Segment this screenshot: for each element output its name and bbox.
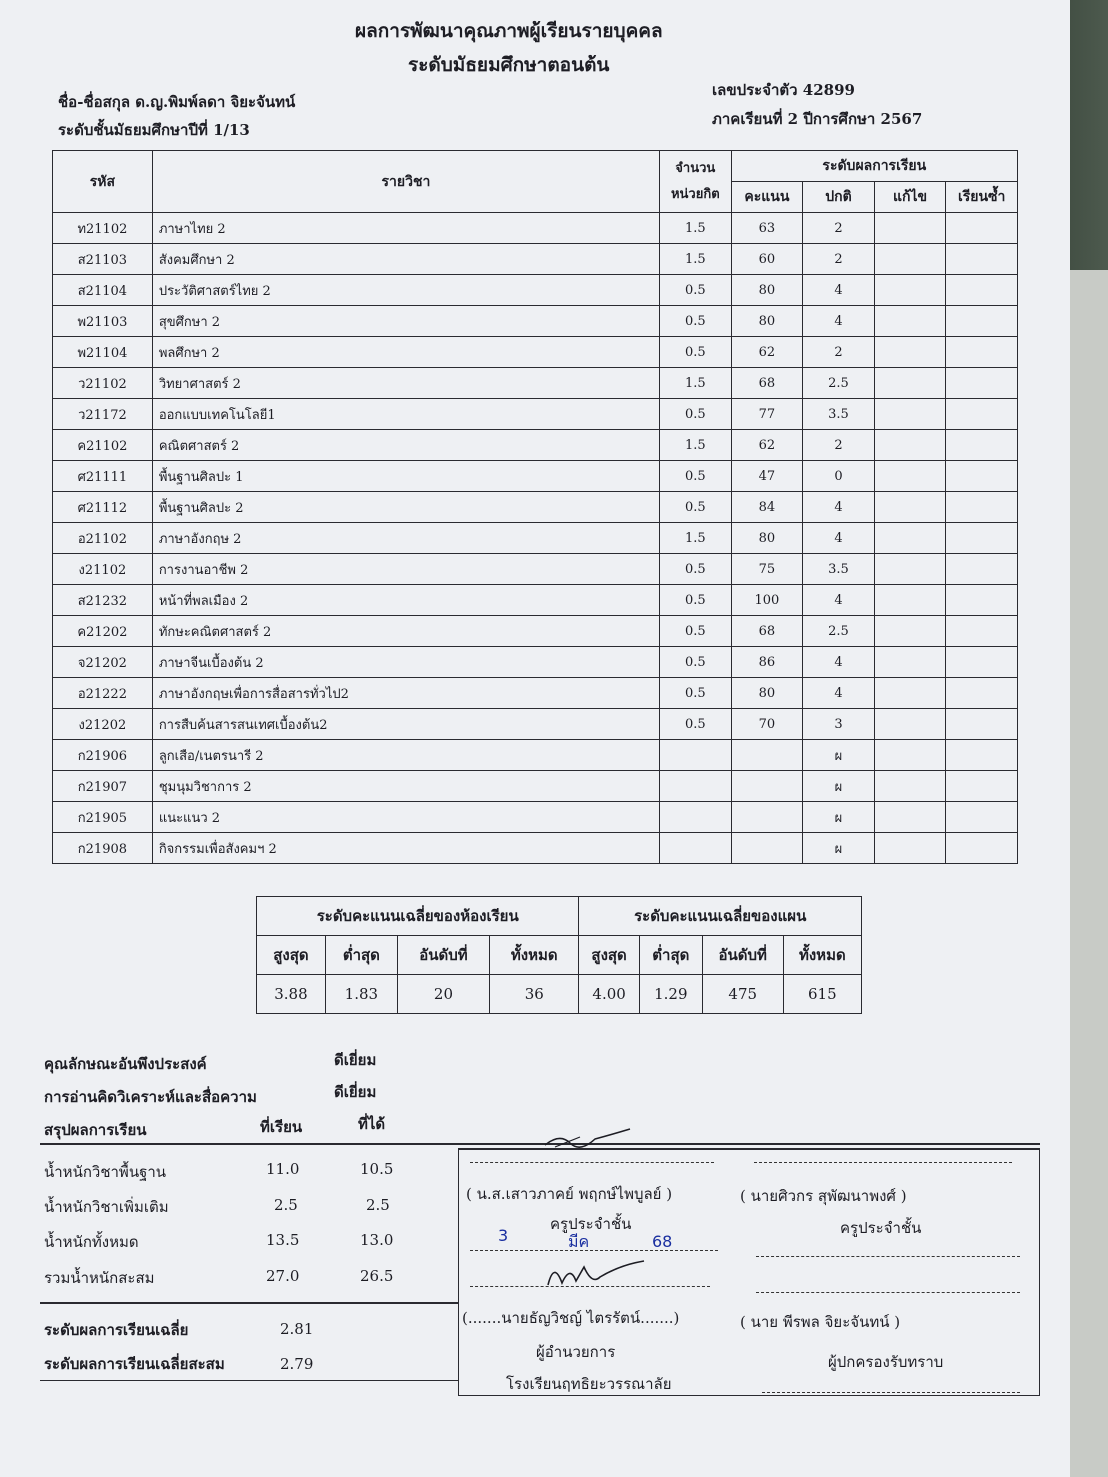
report-title: ผลการพัฒนาคุณภาพผู้เรียนรายบุคคล bbox=[355, 20, 663, 42]
grade-cell: 4 bbox=[803, 492, 875, 523]
repeat-cell bbox=[946, 616, 1018, 647]
class-total: 36 bbox=[490, 975, 579, 1014]
grade-cell: 3.5 bbox=[803, 399, 875, 430]
subject-code: ก21906 bbox=[53, 740, 153, 771]
remedial-cell bbox=[874, 802, 946, 833]
gpa-label: ระดับผลการเรียนเฉลี่ย bbox=[44, 1321, 189, 1339]
credit-cell bbox=[660, 802, 732, 833]
avg-col-header: ต่ำสุด bbox=[325, 936, 397, 975]
summary-row-earned: 26.5 bbox=[360, 1267, 394, 1285]
score-cell: 63 bbox=[731, 213, 803, 244]
repeat-cell bbox=[946, 244, 1018, 275]
credit-cell: 0.5 bbox=[660, 399, 732, 430]
summary-row-studied: 13.5 bbox=[266, 1231, 300, 1249]
subject-code: ค21202 bbox=[53, 616, 153, 647]
student-id: เลขประจำตัว 42899 bbox=[712, 81, 855, 99]
repeat-header: เรียนซ้ำ bbox=[946, 182, 1018, 213]
remedial-header: แก้ไข bbox=[874, 182, 946, 213]
credit-cell: 0.5 bbox=[660, 616, 732, 647]
grade-row bbox=[53, 461, 1018, 492]
class-min: 1.83 bbox=[325, 975, 397, 1014]
credit-cell: 1.5 bbox=[660, 368, 732, 399]
summary-divider bbox=[40, 1302, 458, 1304]
subject-code: พ21103 bbox=[53, 306, 153, 337]
credit-cell: 0.5 bbox=[660, 492, 732, 523]
grade-row bbox=[53, 802, 1018, 833]
grade-row bbox=[53, 492, 1018, 523]
score-cell: 70 bbox=[731, 709, 803, 740]
plan-rank: 475 bbox=[702, 975, 783, 1014]
subject-name: สุขศึกษา 2 bbox=[152, 306, 659, 337]
subject-code: ศ21112 bbox=[53, 492, 153, 523]
director-role: ผู้อำนวยการ bbox=[536, 1343, 616, 1361]
director-name: (.......นายธัญวิชญ์ ไตรรัตน์.......) bbox=[462, 1309, 680, 1327]
repeat-cell bbox=[946, 368, 1018, 399]
subject-code: ท21102 bbox=[53, 213, 153, 244]
summary-row-label: น้ำหนักวิชาเพิ่มเติม bbox=[44, 1198, 169, 1216]
score-cell: 68 bbox=[731, 616, 803, 647]
class-average-header: ระดับคะแนนเฉลี่ยของห้องเรียน bbox=[257, 897, 579, 936]
subject-header: รายวิชา bbox=[152, 151, 659, 213]
class-level: ระดับชั้นมัธยมศึกษาปีที่ 1/13 bbox=[58, 121, 250, 139]
date-month: มีค bbox=[568, 1232, 590, 1251]
signature-line bbox=[470, 1162, 714, 1163]
subject-name: ลูกเสือ/เนตรนารี 2 bbox=[152, 740, 659, 771]
grade-cell: ผ bbox=[803, 771, 875, 802]
subject-code: ก21908 bbox=[53, 833, 153, 864]
subject-name: พื้นฐานศิลปะ 1 bbox=[152, 461, 659, 492]
subject-code: ส21103 bbox=[53, 244, 153, 275]
repeat-cell bbox=[946, 337, 1018, 368]
remedial-cell bbox=[874, 368, 946, 399]
repeat-cell bbox=[946, 430, 1018, 461]
repeat-cell bbox=[946, 585, 1018, 616]
remedial-cell bbox=[874, 399, 946, 430]
remedial-cell bbox=[874, 616, 946, 647]
summary-row-earned: 10.5 bbox=[360, 1160, 394, 1178]
score-cell bbox=[731, 802, 803, 833]
score-cell: 77 bbox=[731, 399, 803, 430]
grade-cell: 2 bbox=[803, 430, 875, 461]
score-cell: 75 bbox=[731, 554, 803, 585]
subject-name: ประวัติศาสตร์ไทย 2 bbox=[152, 275, 659, 306]
remedial-cell bbox=[874, 709, 946, 740]
subject-name: กิจกรรมเพื่อสังคมฯ 2 bbox=[152, 833, 659, 864]
teacher1-role: ครูประจำชั้น bbox=[550, 1215, 632, 1233]
grade-cell: 2 bbox=[803, 213, 875, 244]
grade-row bbox=[53, 523, 1018, 554]
avg-col-header: อันดับที่ bbox=[397, 936, 489, 975]
remedial-cell bbox=[874, 213, 946, 244]
subject-name: สังคมศึกษา 2 bbox=[152, 244, 659, 275]
repeat-cell bbox=[946, 647, 1018, 678]
repeat-cell bbox=[946, 399, 1018, 430]
remedial-cell bbox=[874, 833, 946, 864]
grade-cell: 2 bbox=[803, 337, 875, 368]
score-cell bbox=[731, 833, 803, 864]
grades-table bbox=[52, 150, 1018, 864]
grade-row bbox=[53, 647, 1018, 678]
credit-cell bbox=[660, 740, 732, 771]
remedial-cell bbox=[874, 554, 946, 585]
subject-name: การสืบค้นสารสนเทศเบื้องต้น2 bbox=[152, 709, 659, 740]
grade-row bbox=[53, 430, 1018, 461]
director-signature bbox=[540, 1255, 650, 1295]
grade-cell: ผ bbox=[803, 833, 875, 864]
studied-label: ที่เรียน bbox=[260, 1118, 303, 1136]
credits-header bbox=[660, 151, 732, 213]
subject-code: จ21202 bbox=[53, 647, 153, 678]
result-label: สรุปผลการเรียน bbox=[44, 1121, 147, 1139]
parent-name: ( นาย พีรพล จิยะจันทน์ ) bbox=[740, 1313, 901, 1331]
avg-col-header: อันดับที่ bbox=[702, 936, 783, 975]
remedial-cell bbox=[874, 492, 946, 523]
reading-label: การอ่านคิดวิเคราะห์และสื่อความ bbox=[44, 1088, 257, 1106]
credit-cell: 0.5 bbox=[660, 461, 732, 492]
credit-cell: 0.5 bbox=[660, 306, 732, 337]
teacher2-name: ( นายศิวกร สุพัฒนาพงศ์ ) bbox=[740, 1187, 907, 1205]
subject-name: พลศึกษา 2 bbox=[152, 337, 659, 368]
subject-code: อ21102 bbox=[53, 523, 153, 554]
normal-grade-header: ปกติ bbox=[803, 182, 875, 213]
subject-code: ง21102 bbox=[53, 554, 153, 585]
avg-col-header: สูงสุด bbox=[257, 936, 326, 975]
plan-average-header: ระดับคะแนนเฉลี่ยของแผน bbox=[579, 897, 862, 936]
score-cell: 80 bbox=[731, 523, 803, 554]
signature-line bbox=[754, 1162, 1012, 1163]
grade-row bbox=[53, 833, 1018, 864]
plan-total: 615 bbox=[783, 975, 861, 1014]
subject-name: คณิตศาสตร์ 2 bbox=[152, 430, 659, 461]
subject-name: ชุมนุมวิชาการ 2 bbox=[152, 771, 659, 802]
summary-row-label: น้ำหนักวิชาพื้นฐาน bbox=[44, 1163, 167, 1181]
subject-code: อ21222 bbox=[53, 678, 153, 709]
credits-header-line1: จำนวน bbox=[675, 160, 716, 176]
subject-code: ก21907 bbox=[53, 771, 153, 802]
subject-name: การงานอาชีพ 2 bbox=[152, 554, 659, 585]
subject-name: ทักษะคณิตศาสตร์ 2 bbox=[152, 616, 659, 647]
subject-name: ภาษาไทย 2 bbox=[152, 213, 659, 244]
grade-row bbox=[53, 771, 1018, 802]
subject-name: แนะแนว 2 bbox=[152, 802, 659, 833]
summary-row-studied: 2.5 bbox=[274, 1196, 298, 1214]
plan-min: 1.29 bbox=[639, 975, 702, 1014]
date-line bbox=[756, 1256, 1020, 1257]
remedial-cell bbox=[874, 337, 946, 368]
signature-line bbox=[756, 1292, 1020, 1293]
remedial-cell bbox=[874, 585, 946, 616]
repeat-cell bbox=[946, 461, 1018, 492]
grade-row bbox=[53, 709, 1018, 740]
repeat-cell bbox=[946, 554, 1018, 585]
credit-cell bbox=[660, 771, 732, 802]
remedial-cell bbox=[874, 275, 946, 306]
date-line bbox=[762, 1392, 1020, 1393]
credit-cell bbox=[660, 833, 732, 864]
grade-cell: ผ bbox=[803, 740, 875, 771]
summary-row-label: น้ำหนักทั้งหมด bbox=[44, 1233, 139, 1251]
credit-cell: 0.5 bbox=[660, 337, 732, 368]
remedial-cell bbox=[874, 430, 946, 461]
remedial-cell bbox=[874, 647, 946, 678]
credits-header-line2: หน่วยกิต bbox=[670, 186, 720, 202]
grade-cell: ผ bbox=[803, 802, 875, 833]
class-max: 3.88 bbox=[257, 975, 326, 1014]
summary-row-earned: 13.0 bbox=[360, 1231, 394, 1249]
grade-cell: 4 bbox=[803, 585, 875, 616]
avg-col-header: ทั้งหมด bbox=[783, 936, 861, 975]
avg-col-header: สูงสุด bbox=[579, 936, 639, 975]
repeat-cell bbox=[946, 306, 1018, 337]
grade-row bbox=[53, 275, 1018, 306]
remedial-cell bbox=[874, 523, 946, 554]
plan-max: 4.00 bbox=[579, 975, 639, 1014]
subject-name: หน้าที่พลเมือง 2 bbox=[152, 585, 659, 616]
subject-code: ศ21111 bbox=[53, 461, 153, 492]
summary-divider bbox=[40, 1380, 458, 1381]
teacher-signature bbox=[540, 1125, 640, 1155]
grade-row bbox=[53, 740, 1018, 771]
remedial-cell bbox=[874, 461, 946, 492]
grade-cell: 2.5 bbox=[803, 616, 875, 647]
subject-name: วิทยาศาสตร์ 2 bbox=[152, 368, 659, 399]
score-header: คะแนน bbox=[731, 182, 803, 213]
credit-cell: 0.5 bbox=[660, 585, 732, 616]
grade-cell: 0 bbox=[803, 461, 875, 492]
subject-code: ง21202 bbox=[53, 709, 153, 740]
code-header: รหัส bbox=[53, 151, 153, 213]
date-year: 68 bbox=[652, 1232, 673, 1251]
subject-code: ว21102 bbox=[53, 368, 153, 399]
subject-name: ภาษาอังกฤษ 2 bbox=[152, 523, 659, 554]
class-rank: 20 bbox=[397, 975, 489, 1014]
repeat-cell bbox=[946, 492, 1018, 523]
remedial-cell bbox=[874, 771, 946, 802]
grade-cell: 2.5 bbox=[803, 368, 875, 399]
average-table bbox=[256, 896, 862, 1014]
student-name: ชื่อ-ชื่อสกุล ด.ญ.พิมพ์ลดา จิยะจันทน์ bbox=[58, 93, 296, 111]
score-cell: 86 bbox=[731, 647, 803, 678]
summary-row-studied: 11.0 bbox=[266, 1160, 300, 1178]
subject-name: ภาษาอังกฤษเพื่อการสื่อสารทั่วไป2 bbox=[152, 678, 659, 709]
score-cell bbox=[731, 771, 803, 802]
credit-cell: 1.5 bbox=[660, 213, 732, 244]
grade-row bbox=[53, 678, 1018, 709]
earned-label: ที่ได้ bbox=[358, 1115, 386, 1133]
grade-cell: 4 bbox=[803, 647, 875, 678]
grade-cell: 4 bbox=[803, 306, 875, 337]
score-cell: 80 bbox=[731, 678, 803, 709]
subject-code: ส21232 bbox=[53, 585, 153, 616]
repeat-cell bbox=[946, 678, 1018, 709]
credit-cell: 0.5 bbox=[660, 554, 732, 585]
score-cell: 80 bbox=[731, 306, 803, 337]
date-day: 3 bbox=[498, 1226, 509, 1245]
parent-role: ผู้ปกครองรับทราบ bbox=[828, 1353, 944, 1371]
date-line bbox=[470, 1250, 718, 1251]
remedial-cell bbox=[874, 244, 946, 275]
subject-name: ออกแบบเทคโนโลยี1 bbox=[152, 399, 659, 430]
score-cell: 62 bbox=[731, 430, 803, 461]
subject-name: ภาษาจีนเบื้องต้น 2 bbox=[152, 647, 659, 678]
report-subtitle: ระดับมัธยมศึกษาตอนต้น bbox=[408, 54, 610, 76]
repeat-cell bbox=[946, 275, 1018, 306]
avg-col-header: ทั้งหมด bbox=[490, 936, 579, 975]
credit-cell: 0.5 bbox=[660, 647, 732, 678]
grade-cell: 4 bbox=[803, 678, 875, 709]
repeat-cell bbox=[946, 771, 1018, 802]
result-header: ระดับผลการเรียน bbox=[731, 151, 1017, 182]
summary-row-studied: 27.0 bbox=[266, 1267, 300, 1285]
score-cell: 60 bbox=[731, 244, 803, 275]
grade-row bbox=[53, 244, 1018, 275]
grade-row bbox=[53, 337, 1018, 368]
grade-cell: 4 bbox=[803, 523, 875, 554]
subject-code: ว21172 bbox=[53, 399, 153, 430]
repeat-cell bbox=[946, 833, 1018, 864]
score-cell: 68 bbox=[731, 368, 803, 399]
grade-cell: 2 bbox=[803, 244, 875, 275]
grade-row bbox=[53, 306, 1018, 337]
subject-code: ค21102 bbox=[53, 430, 153, 461]
score-cell bbox=[731, 740, 803, 771]
school-name: โรงเรียนฤทธิยะวรรณาลัย bbox=[506, 1375, 672, 1393]
term-year: ภาคเรียนที่ 2 ปีการศึกษา 2567 bbox=[712, 110, 923, 128]
teacher2-role: ครูประจำชั้น bbox=[840, 1219, 922, 1237]
grade-cell: 4 bbox=[803, 275, 875, 306]
credit-cell: 0.5 bbox=[660, 275, 732, 306]
repeat-cell bbox=[946, 709, 1018, 740]
cgpa-label: ระดับผลการเรียนเฉลี่ยสะสม bbox=[44, 1355, 225, 1373]
grade-cell: 3 bbox=[803, 709, 875, 740]
repeat-cell bbox=[946, 740, 1018, 771]
signature-line bbox=[470, 1286, 710, 1287]
grade-row bbox=[53, 616, 1018, 647]
gpa-value: 2.81 bbox=[280, 1320, 314, 1338]
subject-code: ส21104 bbox=[53, 275, 153, 306]
trait-value: ดีเยี่ยม bbox=[334, 1051, 377, 1069]
summary-row-earned: 2.5 bbox=[366, 1196, 390, 1214]
grade-row bbox=[53, 554, 1018, 585]
teacher1-name: ( น.ส.เสาวภาคย์ พฤกษ์ไพบูลย์ ) bbox=[466, 1185, 673, 1203]
credit-cell: 1.5 bbox=[660, 244, 732, 275]
trait-label: คุณลักษณะอันพึงประสงค์ bbox=[44, 1055, 207, 1073]
repeat-cell bbox=[946, 213, 1018, 244]
score-cell: 100 bbox=[731, 585, 803, 616]
remedial-cell bbox=[874, 678, 946, 709]
credit-cell: 1.5 bbox=[660, 430, 732, 461]
score-cell: 62 bbox=[731, 337, 803, 368]
remedial-cell bbox=[874, 740, 946, 771]
grade-row bbox=[53, 585, 1018, 616]
score-cell: 80 bbox=[731, 275, 803, 306]
repeat-cell bbox=[946, 523, 1018, 554]
subject-name: พื้นฐานศิลปะ 2 bbox=[152, 492, 659, 523]
subject-code: ก21905 bbox=[53, 802, 153, 833]
grade-row bbox=[53, 213, 1018, 244]
cgpa-value: 2.79 bbox=[280, 1355, 314, 1373]
remedial-cell bbox=[874, 306, 946, 337]
subject-code: พ21104 bbox=[53, 337, 153, 368]
score-cell: 84 bbox=[731, 492, 803, 523]
credit-cell: 1.5 bbox=[660, 523, 732, 554]
score-cell: 47 bbox=[731, 461, 803, 492]
grade-row bbox=[53, 399, 1018, 430]
grade-row bbox=[53, 368, 1018, 399]
reading-value: ดีเยี่ยม bbox=[334, 1083, 377, 1101]
grade-cell: 3.5 bbox=[803, 554, 875, 585]
credit-cell: 0.5 bbox=[660, 678, 732, 709]
credit-cell: 0.5 bbox=[660, 709, 732, 740]
avg-col-header: ต่ำสุด bbox=[639, 936, 702, 975]
repeat-cell bbox=[946, 802, 1018, 833]
summary-row-label: รวมน้ำหนักสะสม bbox=[44, 1269, 155, 1287]
